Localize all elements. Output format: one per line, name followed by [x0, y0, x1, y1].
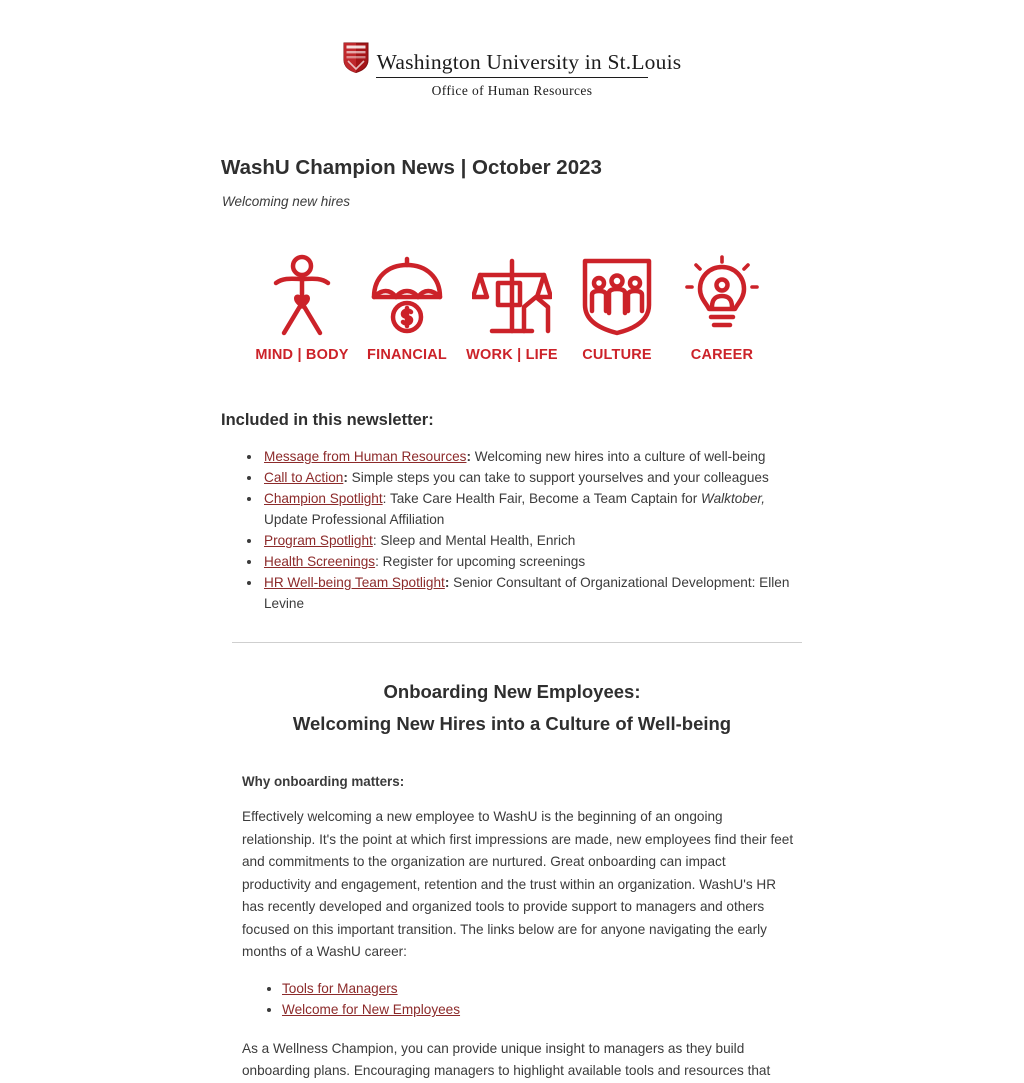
list-item	[282, 978, 798, 1000]
toc-text: Welcoming new hires into a culture of well-being	[471, 449, 766, 464]
list-item	[262, 446, 802, 467]
section-divider	[232, 642, 802, 643]
list-item	[262, 551, 802, 572]
article-title-line-2: Welcoming New Hires into a Culture of Well-being	[292, 713, 732, 734]
washu-shield-icon	[343, 42, 369, 73]
toc-text: Update Professional Affiliation	[264, 512, 445, 527]
toc-text: Take Care Health Fair, Become a Team Captain for	[386, 491, 701, 506]
article-title-line-1: Onboarding New Employees:	[383, 681, 641, 702]
toc-text: Simple steps you can take to support yourselves and your colleagues	[347, 470, 769, 485]
toc-separator: :	[343, 470, 348, 485]
masthead-inner	[343, 42, 682, 99]
wellbeing-pillars	[222, 251, 802, 363]
list-item	[262, 530, 802, 551]
toc-separator: :	[372, 533, 377, 548]
toc-link-message-from-hr[interactable]: Message from Human Resources	[264, 449, 467, 464]
toc-separator: :	[466, 449, 472, 464]
link-welcome-for-new-employees[interactable]: Welcome for New Employees	[282, 1002, 461, 1017]
article-body	[226, 774, 798, 1083]
scales-balance-icon	[460, 251, 565, 337]
toc-separator: :	[375, 554, 379, 569]
article-paragraph-1: Effectively welcoming a new employee to WashU is the beginning of an ongoing relationship. It's the point at which first impressions are made, new employees find their feet and commitments to the organization are nurtured. Great onboarding can impact productivity and engagement, retention and the trust within an organization. WashU's HR has recently developed and organized tools to provide support to managers and others focused on this important transition. The links below are for anyone navigating the early months of a WashU career:	[242, 809, 794, 959]
toc-list	[222, 446, 802, 614]
page-subtitle: Welcoming new hires	[222, 194, 351, 209]
lightbulb-person-icon	[670, 251, 775, 337]
page-title: WashU Champion News | October 2023	[221, 156, 602, 179]
pillar-career[interactable]	[670, 251, 775, 363]
pillar-culture[interactable]	[565, 251, 670, 363]
toc-separator: :	[382, 491, 387, 506]
article-title	[222, 676, 802, 740]
toc-text-italic: Walktober,	[701, 491, 765, 506]
pillar-label: FINANCIAL	[367, 347, 447, 363]
pillar-label: CULTURE	[582, 347, 652, 363]
pillar-work-life[interactable]	[460, 251, 565, 363]
list-item	[262, 467, 802, 488]
toc-link-hr-team-spotlight[interactable]: HR Well-being Team Spotlight	[264, 575, 445, 590]
masthead-divider	[376, 77, 648, 78]
list-item	[262, 572, 802, 614]
list-item	[282, 999, 798, 1021]
university-name: Washington University in St.Louis	[376, 49, 682, 74]
article-lede: Why onboarding matters:	[242, 774, 405, 789]
pillar-financial[interactable]	[355, 251, 460, 363]
pillar-label: CAREER	[690, 347, 754, 363]
article-paragraph-2: As a Wellness Champion, you can provide unique insight to managers as they build onboarding plans. Encouraging managers to highlight available tools and resources that	[242, 1040, 771, 1078]
content-column	[222, 156, 802, 1083]
toc-link-health-screenings[interactable]: Health Screenings	[264, 554, 376, 569]
article-link-list	[242, 978, 798, 1021]
toc-separator: :	[444, 575, 450, 590]
toc-link-champion-spotlight[interactable]: Champion Spotlight	[264, 491, 383, 506]
toc-title: Included in this newsletter:	[221, 411, 434, 429]
toc-link-program-spotlight[interactable]: Program Spotlight	[264, 533, 373, 548]
pillar-label: MIND | BODY	[255, 347, 349, 363]
toc-text: Register for upcoming screenings	[378, 554, 586, 569]
toc-text: Senior Consultant of Organizational Development: Ellen Levine	[264, 575, 790, 611]
logo-row	[343, 42, 682, 73]
umbrella-dollar-icon	[355, 251, 460, 337]
masthead	[0, 0, 1024, 100]
link-tools-for-managers[interactable]: Tools for Managers	[282, 980, 398, 996]
list-item	[262, 488, 802, 530]
pillar-mind-body[interactable]	[250, 251, 355, 363]
toc-text: Sleep and Mental Health, Enrich	[376, 533, 576, 548]
toc-link-call-to-action[interactable]: Call to Action	[264, 470, 344, 485]
person-heart-icon	[250, 251, 355, 337]
office-name: Office of Human Resources	[431, 83, 593, 98]
shield-people-icon	[565, 251, 670, 337]
pillar-label: WORK | LIFE	[466, 347, 558, 363]
